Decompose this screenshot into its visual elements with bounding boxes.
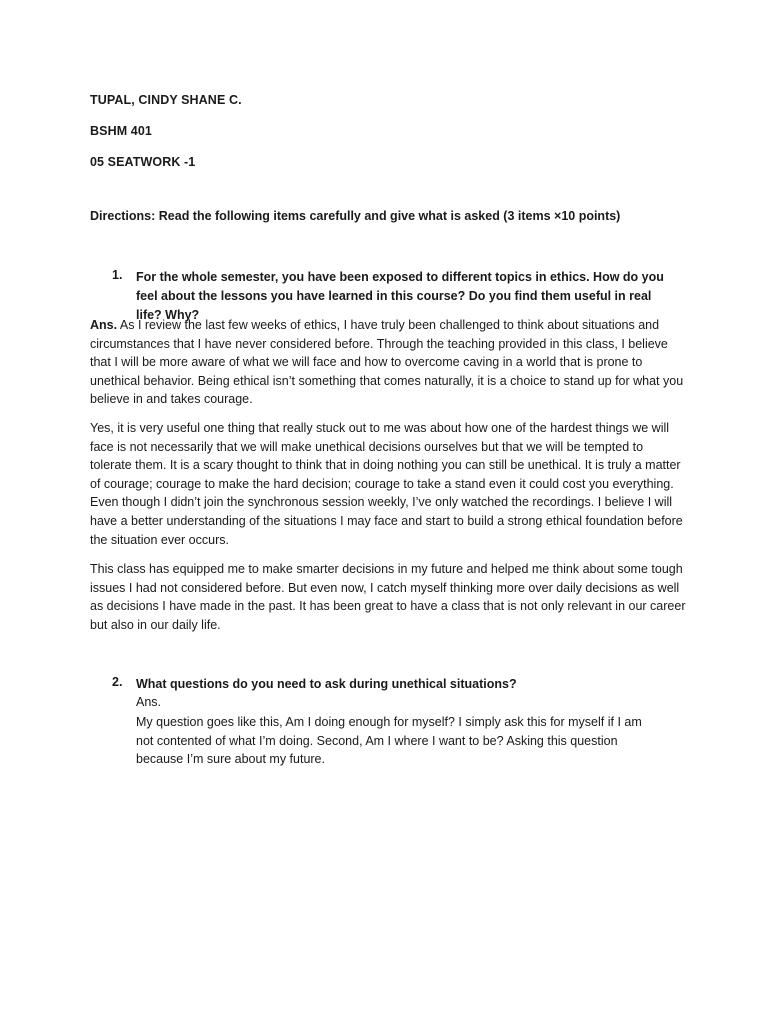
answer-1-paragraph-2: Yes, it is very useful one thing that really stuck out to me was about how one of the hardest things we will face is not necessarily that we will make unethical decisions ourselves but that we will be tempted to tolerate them. It is a scary thought to think that in doing nothing you can still be unethical. It is truly a matter of courage; courage to make the hard decision; courage to take a stand even it could cost you everything. Even though I didn’t join the synchronous session weekly, I’ve only watched the recordings. I believe I will have a better understanding of the situations I may face and start to build a strong ethical foundation before the situation ever occurs. [90,421,683,547]
answer-1-paragraph-1-text: As I review the last few weeks of ethics, I have truly been challenged to think about situations and circumstances that I have never considered before. Through the teaching provided in this class, I believe that I will be more aware of what we will face and how to overcome caving in a world that is prone to unethical behavior. Being ethical isn’t something that comes naturally, it is a choice to stand up for what you believe in and takes courage. [90,318,684,407]
student-name: TUPAL, CINDY SHANE C. [90,93,242,107]
answer-2-label: Ans. [136,695,162,709]
question-2-number: 2. [112,675,123,689]
answer-1-label: Ans. [90,318,118,332]
answer-2-text: My question goes like this, Am I doing enough for myself? I simply ask this for myself if I am not contented of what I’m doing. Second, Am I where I want to be? Asking this question because I’m sure about my future. [136,715,642,767]
answer-1-paragraph-3: This class has equipped me to make smarter decisions in my future and helped me think about some tough issues I had not considered before. But even now, I catch myself thinking more over daily decisions as well as decisions I have made in the past. It has been great to have a class that is not only relevant in our career but also in our daily life. [90,562,686,632]
activity-title: 05 SEATWORK -1 [90,155,196,169]
answer-1-paragraph-1 [90,316,686,409]
directions-text: Directions: Read the following items carefully and give what is asked (3 items ×10 points) [90,209,621,223]
question-2-text: What questions do you need to ask during unethical situations? [136,677,517,691]
question-1-text: For the whole semester, you have been exposed to different topics in ethics. How do you feel about the lessons you have learned in this course? Do you find them useful in real life? Why? [136,270,664,322]
question-1-number: 1. [112,268,123,282]
student-section: BSHM 401 [90,124,152,138]
